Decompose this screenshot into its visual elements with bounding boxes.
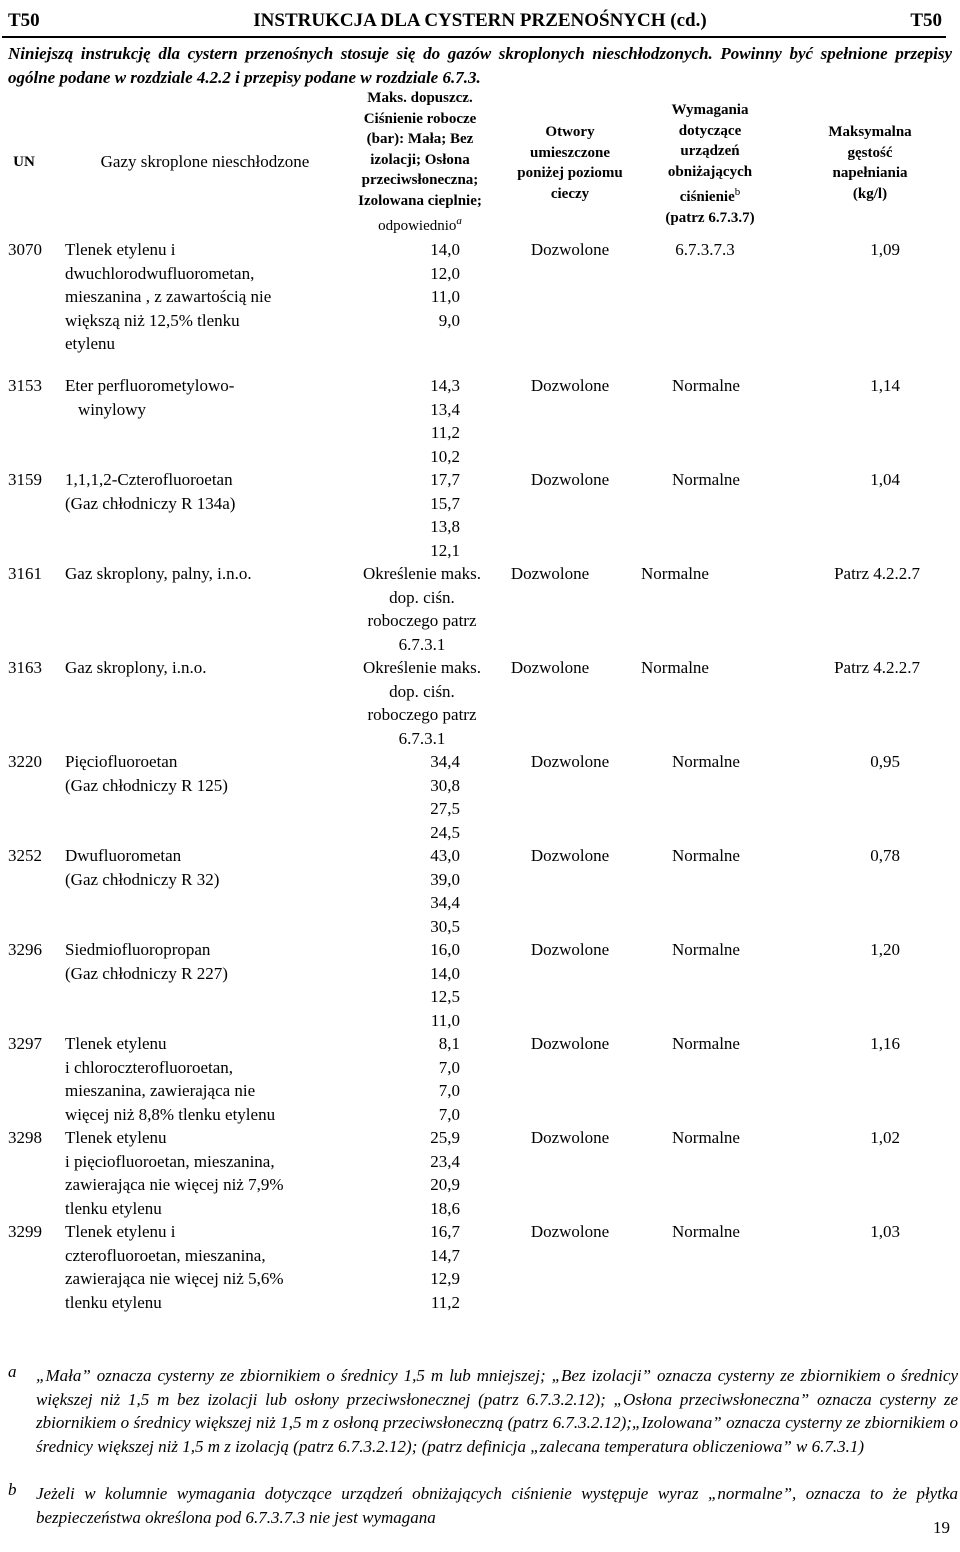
pressure-value: 6.7.3.1 [398,728,446,748]
pressure-value: 14,0 [430,963,460,983]
pressure-value: 6.7.3.1 [398,634,446,654]
requirements-value: Normalne [641,658,709,677]
footnote-a: „Mała” oznacza cysterny ze zbiornikiem o średnicy 1,5 m lub mniejszej; „Bez izolacji” oznacza cysterny ze zbiornikiem o średnicy większej niż 1,5 m bez izolacji lub osłony przeciwsłonecznej (patrz 6.7.3.2.12); „Osłona przeciwsłoneczna” oznacza cysterny ze zbiornikiem o średnicy większej niż 1,5 m z osłoną przeciwsłoneczną (patrz 6.7.3.2.12);„Izolowana” oznacza cysterny ze zbiornikiem o średnicy większej niż 1,5 m z izolacją (patrz 6.7.3.2.12); (patrz definicja „zalecana temperatura obliczeniowa” w 6.7.3.1) [36,1366,958,1456]
gas-name-line: mieszanina, zawierająca nie [65,1081,256,1100]
openings-header-line: cieczy [550,185,590,202]
pressure-values [380,844,460,938]
density-header-line: gęstość [847,144,893,161]
pressure-value: 7,0 [438,1104,460,1124]
gas-name-line: Siedmiofluoropropan [65,940,211,959]
pressure-header-line: Izolowana cieplnie; [358,192,482,209]
footnote-mark-b: b [8,1480,17,1499]
column-header-un: UN [13,154,35,170]
gas-name [65,1032,355,1126]
pressure-value: 11,2 [430,423,460,442]
column-header-density [800,122,940,204]
pressure-header-line: Maks. dopuszcz. [367,90,473,106]
footnote-ref-a: a [456,215,462,227]
openings-value: Dozwolone [530,846,610,865]
un-number: 3163 [8,658,42,677]
pressure-header-text: odpowiednio [378,218,457,234]
density-value: 1,16 [870,1034,900,1053]
column-header-openings [508,122,632,204]
pressure-value: dop. ciśn. [389,681,455,701]
gas-name-line: Tlenek etylenu [65,1128,167,1147]
pressure-value: 7,0 [438,1081,460,1100]
req-header-line: obniżających [667,163,753,180]
gas-name [65,374,355,421]
pressure-value: 20,9 [430,1175,460,1194]
gas-name [65,1220,355,1314]
gas-name-line: (Gaz chłodniczy R 227) [65,963,228,983]
pressure-value: roboczego patrz [367,705,477,724]
gas-name-line: tlenku etylenu [65,1292,162,1312]
gas-name-line: i pięciofluoroetan, mieszanina, [65,1151,275,1171]
pressure-value: 17,7 [430,470,460,489]
pressure-value: 24,5 [430,822,460,842]
un-number: 3297 [8,1034,42,1053]
pressure-value: 12,9 [430,1269,460,1288]
requirements-value: Normalne [672,1222,740,1241]
footnote-b: Jeżeli w kolumnie wymagania dotyczące urządzeń obniżających ciśnienie występuje wyraz „normalne”, oznacza to że płytka bezpieczeństwa określona pod 6.7.3.7.3 nie jest wymagana [36,1484,958,1527]
gas-name [65,1126,355,1220]
gas-name-line: więcej niż 8,8% tlenku etylenu [65,1104,276,1124]
pressure-header-line [340,211,500,237]
gas-name [65,750,355,797]
openings-value: Dozwolone [530,1222,610,1241]
density-value: 1,02 [870,1128,900,1147]
density-value: 1,20 [870,940,900,959]
requirements-value: Normalne [672,752,740,771]
density-header-line: (kg/l) [852,185,888,202]
requirements-value: Normalne [672,1128,740,1147]
un-number: 3220 [8,752,42,771]
pressure-value: Określenie maks. [362,658,482,677]
un-number: 3296 [8,940,42,959]
requirements-value: Normalne [672,376,740,395]
gas-name-line: Dwufluorometan [65,846,182,865]
pressure-value: Określenie maks. [362,564,482,583]
requirements-value: Normalne [672,1034,740,1053]
openings-value: Dozwolone [530,752,610,771]
density-value: Patrz 4.2.2.7 [834,658,920,677]
gas-name-line: (Gaz chłodniczy R 32) [65,869,220,889]
pressure-value: 27,5 [430,799,460,818]
column-header-name: Gazy skroplone nieschłodzone [100,152,310,171]
pressure-value: 11,0 [430,1010,460,1030]
density-header-line: Maksymalna [828,124,912,140]
openings-header-line: Otwory [545,124,595,140]
openings-header-line: umieszczone [530,144,610,161]
pressure-value: 14,7 [430,1245,460,1265]
requirements-value: Normalne [672,940,740,959]
req-header-line: (patrz 6.7.3.7) [665,209,755,226]
pressure-value: 30,8 [430,775,460,795]
gas-name [65,468,355,515]
pressure-values [380,238,460,332]
pressure-values [380,938,460,1032]
pressure-value: 14,0 [430,240,460,259]
un-number: 3298 [8,1128,42,1147]
pressure-value: 14,3 [430,376,460,395]
openings-header-line: poniżej poziomu [517,165,623,181]
density-value: 1,03 [870,1222,900,1241]
requirements-value: Normalne [672,470,740,489]
header-left-code: T50 [8,10,40,31]
footnote-ref-b: b [734,186,741,198]
pressure-value: 10,2 [430,446,460,466]
gas-name-line: Gaz skroplony, i.n.o. [65,658,207,677]
un-number: 3161 [8,564,42,583]
pressure-value: 12,0 [430,263,460,283]
pressure-value: 11,2 [430,1292,460,1312]
pressure-value: 18,6 [430,1198,460,1218]
pressure-header-line: Ciśnienie robocze [363,110,477,127]
pressure-value: 12,1 [430,540,460,560]
density-value: 0,95 [870,752,900,771]
req-header-line: dotyczące [678,122,742,139]
gas-name [65,844,355,891]
pressure-header-line: (bar): Mała; Bez [366,131,474,147]
gas-name-line: tlenku etylenu [65,1198,162,1218]
pressure-header-line: przeciwsłoneczna; [361,172,479,188]
intro-paragraph: Niniejszą instrukcję dla cystern przenośnych stosuje się do gazów skroplonych nieschłodzonych. Powinny być spełnione przepisy ogólne podane w rozdziale 4.2.2 i przepisy podane w rozdziale 6.7.3. [8,44,952,87]
pressure-value: 7,0 [438,1057,460,1077]
gas-name [65,656,355,680]
gas-name [65,238,355,356]
openings-value: Dozwolone [530,470,610,489]
gas-name-line: Gaz skroplony, palny, i.n.o. [65,564,252,583]
openings-value: Dozwolone [530,940,610,959]
pressure-value: 39,0 [430,869,460,889]
gas-name-line: czterofluoroetan, mieszanina, [65,1245,266,1265]
gas-name-line: winylowy [78,399,146,419]
gas-name-line: Eter perfluorometylowo- [65,376,235,395]
gas-name-line: większą niż 12,5% tlenku [65,310,240,330]
pressure-value: 13,4 [430,399,460,419]
gas-name-line: i chloroczterofluoroetan, [65,1057,234,1077]
pressure-values [380,750,460,844]
density-header-line: napełniania [832,165,908,181]
pressure-values [352,656,492,750]
req-header-line: Wymagania [671,102,749,118]
gas-name-line: (Gaz chłodniczy R 125) [65,775,228,795]
pressure-value: 34,4 [430,752,460,771]
pressure-value: 15,7 [430,493,460,513]
column-header-requirements [640,100,780,228]
header-right-code: T50 [910,10,942,31]
un-number: 3159 [8,470,42,489]
openings-value: Dozwolone [510,564,590,583]
pressure-value: 16,0 [430,940,460,959]
gas-name-line: 1,1,1,2-Czterofluoroetan [65,470,233,489]
pressure-value: 34,4 [430,893,460,912]
density-value: 1,14 [870,376,900,395]
pressure-values [380,468,460,562]
pressure-value: 13,8 [430,517,460,536]
requirements-value: 6.7.3.7.3 [675,240,735,259]
pressure-values [352,562,492,656]
column-header-pressure [340,88,500,237]
pressure-value: 11,0 [430,287,460,306]
pressure-value: 8,1 [438,1034,460,1053]
un-number: 3153 [8,376,42,395]
pressure-value: 9,0 [438,310,460,330]
gas-name-line: (Gaz chłodniczy R 134a) [65,493,236,513]
pressure-value: 30,5 [430,916,460,936]
gas-name [65,938,355,985]
gas-name-line: Tlenek etylenu [65,1034,167,1053]
pressure-value: 23,4 [430,1151,460,1171]
pressure-value: roboczego patrz [367,611,477,630]
pressure-values [380,1220,460,1314]
openings-value: Dozwolone [530,376,610,395]
gas-name-line: Pięciofluoroetan [65,752,178,771]
page-number: 19 [933,1518,950,1537]
gas-name-line: zawierająca nie więcej niż 7,9% [65,1175,284,1194]
pressure-value: 25,9 [430,1128,460,1147]
pressure-value: dop. ciśn. [389,587,455,607]
pressure-value: 16,7 [430,1222,460,1241]
footnote-mark-a: a [8,1362,17,1381]
openings-value: Dozwolone [510,658,590,677]
requirements-value: Normalne [641,564,709,583]
header-rule [2,36,946,38]
openings-value: Dozwolone [530,240,610,259]
gas-name-line: etylenu [65,334,116,353]
pressure-value: 12,5 [430,987,460,1006]
un-number: 3252 [8,846,42,865]
openings-value: Dozwolone [530,1034,610,1053]
pressure-value: 43,0 [430,846,460,865]
req-header-line [640,182,780,208]
gas-name-line: dwuchlorodwufluorometan, [65,263,255,283]
density-value: Patrz 4.2.2.7 [834,564,920,583]
pressure-values [380,374,460,468]
un-number: 3299 [8,1222,42,1241]
gas-name-line: mieszanina , z zawartością nie [65,287,272,306]
gas-name [65,562,355,586]
gas-name-line: Tlenek etylenu i [65,1222,176,1241]
gas-name-line: zawierająca nie więcej niż 5,6% [65,1269,284,1288]
density-value: 1,09 [870,240,900,259]
pressure-values [380,1032,460,1126]
density-value: 1,04 [870,470,900,489]
un-number: 3070 [8,240,42,259]
gas-name-line: Tlenek etylenu i [65,240,176,259]
openings-value: Dozwolone [530,1128,610,1147]
req-header-line: urządzeń [680,143,740,159]
requirements-value: Normalne [672,846,740,865]
page-title: INSTRUKCJA DLA CYSTERN PRZENOŚNYCH (cd.) [253,10,707,31]
req-header-text: ciśnienie [679,189,735,205]
density-value: 0,78 [870,846,900,865]
pressure-values [380,1126,460,1220]
pressure-header-line: izolacji; Osłona [370,151,470,168]
